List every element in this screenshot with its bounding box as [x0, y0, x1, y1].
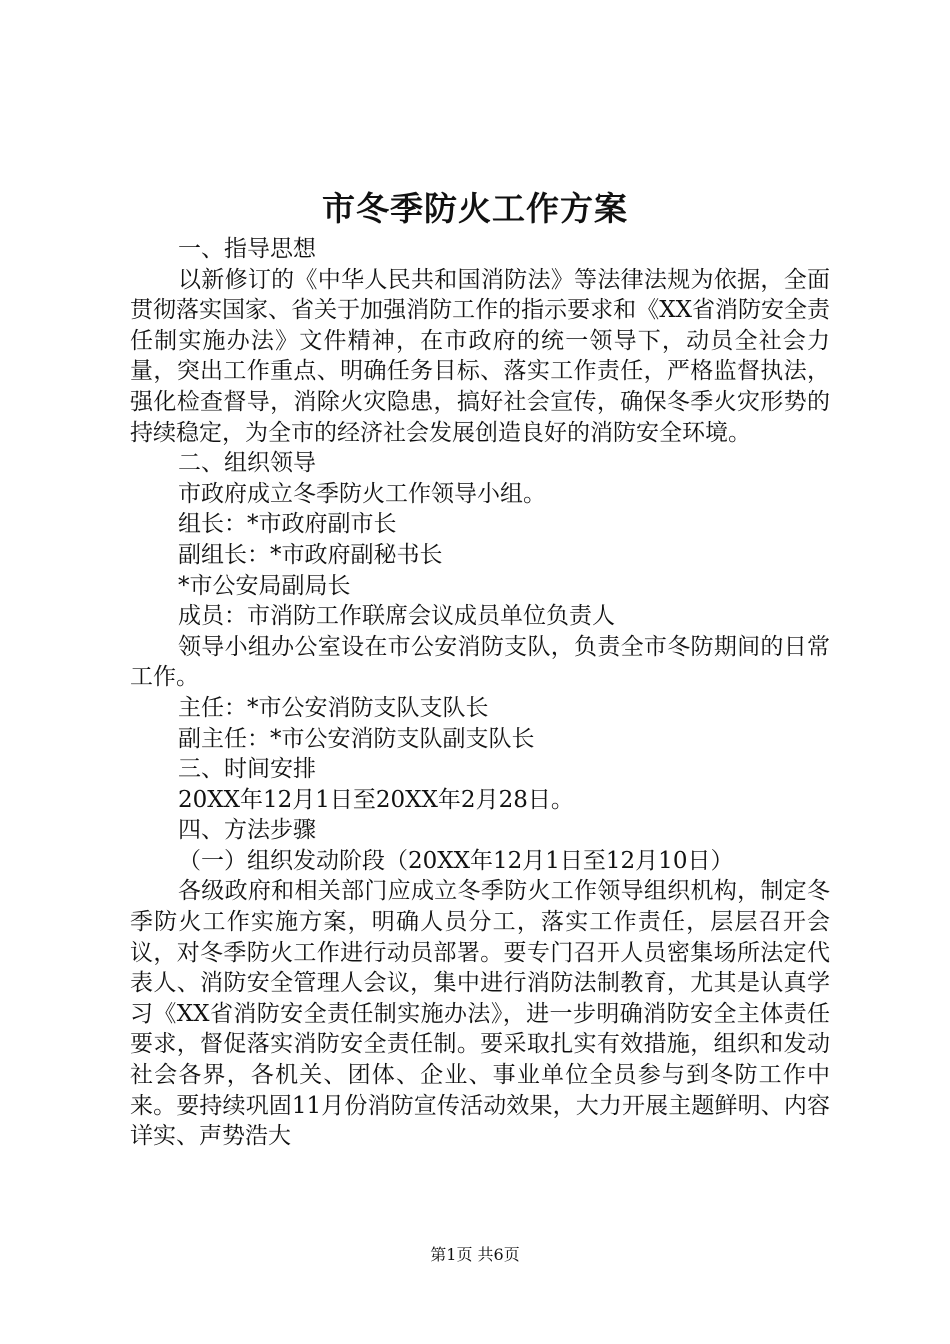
section-heading: 二、组织领导	[178, 450, 316, 477]
paragraph: *市公安局副局长	[178, 572, 351, 599]
paragraph: 20XX年12月1日至20XX年2月28日。	[178, 786, 574, 813]
paragraph: 主任：*市公安消防支队支队长	[178, 694, 489, 721]
section-heading: 四、方法步骤	[178, 817, 316, 844]
section-heading: 三、时间安排	[178, 756, 316, 783]
paragraph: 各级政府和相关部门应成立冬季防火工作领导组织机构，制定冬季防火工作实施方案，明确人员分工，落实工作责任，层层召开会议，对冬季防火工作进行动员部署。要专门召开人员密集场所法定代表人、消防安全管理人会议，集中进行消防法制教育，尤其是认真学习《XX省消防安全责任制实施办法》，进一步明确消防安全主体责任要求，督促落实消防安全责任制。要采取扎实有效措施，组织和发动社会各界，各机关、团体、企业、事业单位全员参与到冬防工作中来。要持续巩固11月份消防宣传活动效果，大力开展主题鲜明、内容详实、声势浩大	[130, 878, 830, 1150]
section-heading: 一、指导思想	[178, 236, 316, 262]
paragraph: 副组长：*市政府副秘书长	[178, 541, 443, 568]
paragraph: 组长：*市政府副市长	[178, 511, 397, 538]
paragraph: 副主任：*市公安消防支队副支队长	[178, 725, 535, 752]
paragraph: 市政府成立冬季防火工作领导小组。	[178, 480, 546, 507]
page-number-footer: 第1页 共6页	[430, 1245, 520, 1264]
paragraph: 领导小组办公室设在市公安消防支队，负责全市冬防期间的日常工作。	[130, 633, 830, 691]
paragraph: 以新修订的《中华人民共和国消防法》等法律法规为依据，全面贯彻落实国家、省关于加强消防工作的指示要求和《XX省消防安全责任制实施办法》文件精神，在市政府的统一领导下，动员全社会力量，突出工作重点、明确任务目标、落实工作责任，严格监督执法，强化检查督导，消除火灾隐患，搞好社会宣传，确保冬季火灾形势的持续稳定，为全市的经济社会发展创造良好的消防安全环境。	[130, 266, 830, 446]
document-title: 市冬季防火工作方案	[322, 189, 628, 228]
document-body	[130, 234, 830, 1152]
subsection-heading: （一）组织发动阶段（20XX年12月1日至12月10日）	[178, 847, 734, 874]
paragraph: 成员：市消防工作联席会议成员单位负责人	[178, 603, 615, 630]
